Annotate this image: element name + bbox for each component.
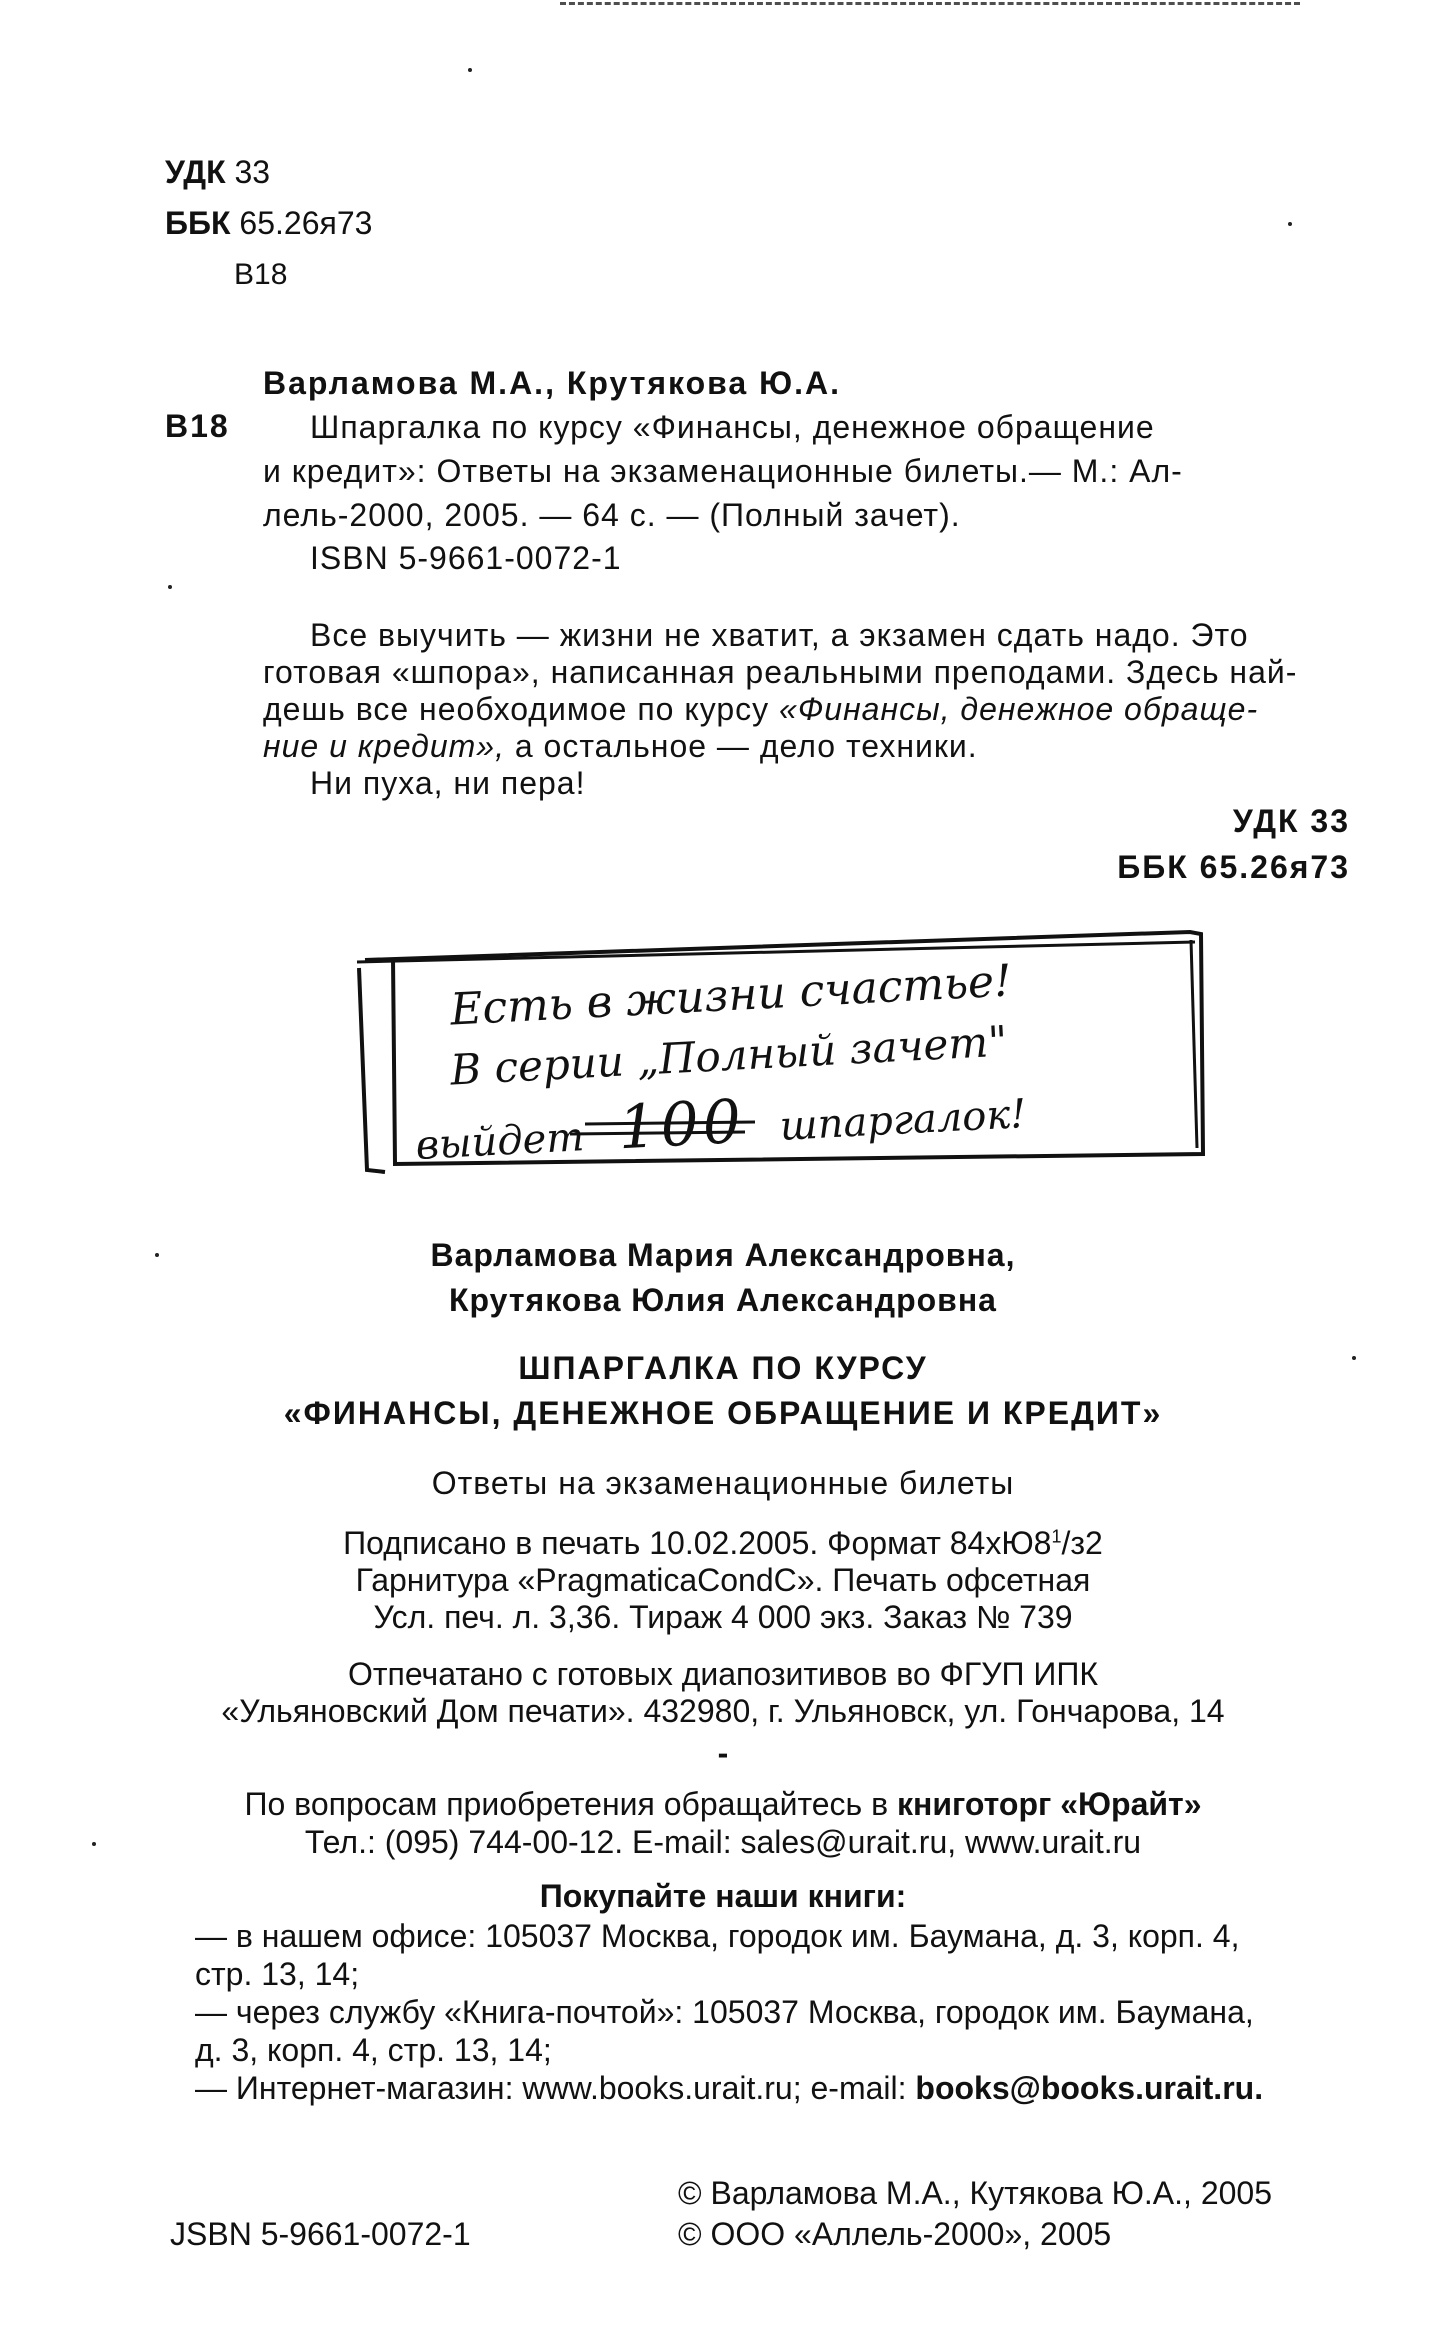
index-bbk: ББК 65.26я73 (1117, 849, 1350, 885)
biblio-line1-text (310, 405, 1350, 449)
scan-speck (92, 1842, 96, 1846)
footer-isbn: JSBN 5-9661-0072-1 (170, 2216, 471, 2252)
copyright-publisher: © ООО «Аллель-2000», 2005 (678, 2216, 1112, 2252)
scan-speck (468, 68, 472, 72)
purchase-item3-pre: — Интернет-магазин: www.books.urait.ru; e-mail: (195, 2070, 916, 2106)
bbk-label: ББК (165, 205, 231, 241)
biblio-line2: и кредит»: Ответы на экзаменационные билеты.— М.: Ал- (263, 453, 1183, 489)
scan-speck (1288, 222, 1292, 226)
top-rule (560, 2, 1300, 5)
biblio-code: В18 (165, 408, 230, 444)
annotation-course-name-2: ние и кредит», (263, 728, 505, 764)
purchase-item3 (195, 2070, 1263, 2107)
annotation-line1: Все выучить — жизни не хватит, а экзамен сдать надо. Это (310, 617, 1249, 653)
annotation-line4-post: а остальное — дело техники. (504, 728, 978, 764)
imprint-print1-sup: 1 (1051, 1526, 1062, 1547)
udk-line (165, 154, 270, 191)
header-code: В18 (234, 258, 288, 291)
biblio-isbn: ISBN 5-9661-0072-1 (310, 540, 622, 576)
purchase-item1b: стр. 13, 14; (195, 1956, 360, 1992)
stamp-line3-post: шпаргалок! (778, 1091, 1028, 1150)
stamp-number: 100 (616, 1086, 747, 1164)
purchase-heading: Покупайте наши книги: (539, 1878, 907, 1914)
imprint-dash: - (717, 1735, 729, 1771)
imprint-author1: Варламова Мария Александровна, (430, 1237, 1016, 1273)
imprint-title2: «ФИНАНСЫ, ДЕНЕЖНОЕ ОБРАЩЕНИЕ И КРЕДИТ» (283, 1395, 1163, 1431)
imprint-print1-end: /з2 (1061, 1525, 1103, 1561)
scan-speck (155, 1253, 159, 1257)
imprint-print1 (0, 1525, 1446, 1562)
index-udk: УДК 33 (1232, 803, 1350, 839)
annotation-line3 (263, 691, 1258, 728)
stamp-line3-pre: выйдет (414, 1114, 586, 1169)
purchase-bookseller: книготорг «Юрайт» (897, 1786, 1202, 1822)
stamp-line1: Есть в жизни счастье! (449, 955, 1013, 1036)
biblio-authors: Варламова М.А., Крутякова Ю.А. (263, 365, 841, 401)
biblio-line1-span: Шпаргалка по курсу «Финансы, денежное обращение (310, 409, 1155, 445)
imprint-print2: Гарнитура «PragmaticaCondC». Печать офсетная (355, 1562, 1091, 1598)
scan-speck (168, 585, 172, 589)
copyright-authors: © Варламова М.А., Кутякова Ю.А., 2005 (678, 2175, 1272, 2211)
biblio-line1 (310, 405, 1350, 449)
imprint-title1: ШПАРГАЛКА ПО КУРСУ (518, 1350, 928, 1386)
purchase-email: books@books.urait.ru. (915, 2070, 1264, 2106)
annotation-course-name-1: «Финансы, денежное обраще- (779, 691, 1259, 727)
bbk-value: 65.26я73 (239, 205, 373, 241)
imprint-author2: Крутякова Юлия Александровна (449, 1282, 997, 1318)
imprint-printer2: «Ульяновский Дом печати». 432980, г. Ульяновск, ул. Гончарова, 14 (221, 1693, 1225, 1729)
purchase-item2b: д. 3, корп. 4, стр. 13, 14; (195, 2032, 552, 2068)
stamp-line2: В серии „Полный зачет" (449, 1016, 1009, 1095)
purchase-item2a: — через службу «Книга-почтой»: 105037 Москва, городок им. Баумана, (195, 1994, 1254, 2030)
purchase-line1 (0, 1786, 1446, 1823)
annotation-line4 (263, 728, 978, 765)
biblio-line3: лель-2000, 2005. — 64 с. — (Полный зачет). (263, 497, 961, 533)
scan-speck (1352, 1356, 1356, 1360)
purchase-item1a: — в нашем офисе: 105037 Москва, городок им. Баумана, д. 3, корп. 4, (195, 1918, 1240, 1954)
handwritten-stamp (355, 928, 1205, 1178)
annotation-line2: готовая «шпора», написанная реальными преподами. Здесь най- (263, 654, 1298, 690)
annotation-line3-pre: дешь все необходимое по курсу (263, 691, 780, 727)
purchase-line1-pre: По вопросам приобретения обращайтесь в (244, 1786, 897, 1822)
udk-value: 33 (234, 154, 271, 190)
bbk-line (165, 205, 372, 242)
udk-label: УДК (165, 154, 226, 190)
imprint-print1-text: Подписано в печать 10.02.2005. Формат 84хЮ8 (343, 1525, 1052, 1561)
imprint-printer1: Отпечатано с готовых диапозитивов во ФГУП ИПК (347, 1656, 1099, 1692)
imprint-subtitle: Ответы на экзаменационные билеты (431, 1465, 1015, 1501)
annotation-line5: Ни пуха, ни пера! (310, 765, 586, 801)
purchase-contacts: Тел.: (095) 744-00-12. E-mail: sales@urait.ru, www.urait.ru (304, 1824, 1142, 1860)
imprint-print3: Усл. печ. л. 3,36. Тираж 4 000 экз. Заказ № 739 (373, 1599, 1073, 1635)
